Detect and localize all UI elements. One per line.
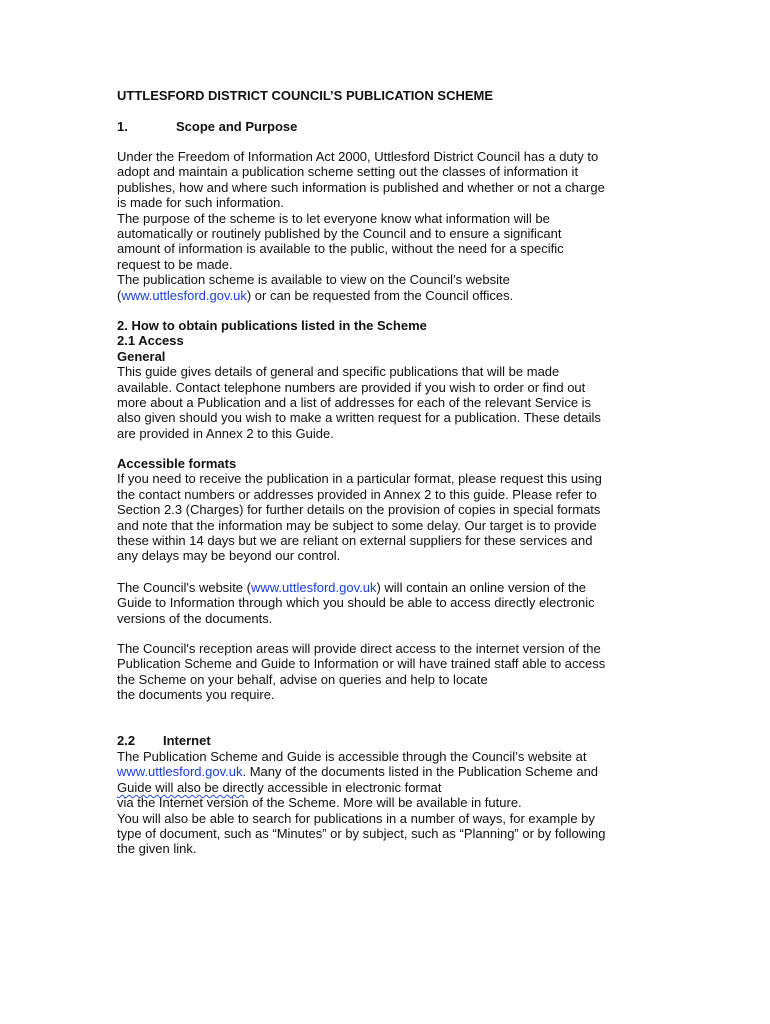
- paragraph-line: adopt and maintain a publication scheme setting out the classes of information it: [117, 164, 579, 180]
- paragraph-line: [117, 580, 595, 595]
- paragraph-line: This guide gives details of general and specific publications that will be made: [117, 364, 560, 380]
- paragraph-line: versions of the documents.: [117, 610, 273, 626]
- paragraph-line: more about a Publication and a list of addresses for each of the relevant Service is: [117, 394, 592, 410]
- paragraph-line: automatically or routinely published by the Council and to ensure a significant: [117, 225, 562, 241]
- paragraph-text: The Council's website (: [117, 580, 251, 595]
- paragraph-line: these within 14 days but we are reliant on external suppliers for these services and: [117, 532, 593, 548]
- paragraph-line: the documents you require.: [117, 687, 275, 703]
- spellcheck-underlined-text: Guide will also be dire: [117, 779, 245, 795]
- accessible-formats-heading: Accessible formats: [117, 456, 237, 471]
- paragraph-text: ctly accessible in electronic format: [244, 779, 442, 795]
- paragraph-line: Under the Freedom of Information Act 2000, Uttlesford District Council has a duty to: [117, 149, 599, 164]
- paragraph-line: Guide to Information through which you should be able to access directly electronic: [117, 595, 595, 611]
- section-1-heading: Scope and Purpose: [176, 119, 298, 134]
- section-2-heading: 2. How to obtain publications listed in the Scheme: [117, 318, 427, 333]
- section-2-2-heading: Internet: [163, 733, 211, 748]
- accessible-formats-section: [117, 456, 602, 564]
- paragraph-line: [117, 780, 605, 795]
- paragraph-line: available. Contact telephone numbers are provided if you wish to order or find out: [117, 379, 586, 395]
- paragraph-line: any delays may be beyond our control.: [117, 548, 341, 564]
- paragraph-line: Publication Scheme and Guide to Information or will have trained staff able to access: [117, 656, 606, 672]
- website-paragraph: [117, 580, 595, 626]
- paragraph-line: If you need to receive the publication in a particular format, please request this using: [117, 471, 602, 487]
- section-2: [117, 318, 601, 441]
- section-1-number: 1.: [117, 119, 128, 134]
- paragraph-text: . Many of the documents listed in the Publication Scheme and: [242, 764, 599, 780]
- paragraph-line: The purpose of the scheme is to let everyone know what information will be: [117, 210, 550, 226]
- paragraph-line: amount of information is available to the public, without the need for a specific: [117, 241, 564, 257]
- paragraph-line: [117, 288, 605, 303]
- section-2-2-body: [117, 749, 605, 857]
- paragraph-line: also given should you wish to make a written request for a publication. These details: [117, 410, 601, 426]
- paragraph-line: [117, 764, 605, 779]
- paragraph-line: Section 2.3 (Charges) for further details on the provision of copies in special formats: [117, 502, 601, 518]
- website-link[interactable]: www.uttlesford.gov.uk: [117, 764, 243, 780]
- general-heading: General: [117, 348, 166, 364]
- paragraph-line: The Council's reception areas will provide direct access to the internet version of the: [117, 641, 601, 656]
- paragraph-line: The Publication Scheme and Guide is accessible through the Council’s website at: [117, 749, 587, 764]
- section-2-2-number: 2.2: [117, 733, 136, 748]
- paragraph-text: ) or can be requested from the Council offices.: [246, 287, 514, 303]
- paren-open: (: [117, 287, 122, 303]
- paragraph-line: is made for such information.: [117, 195, 284, 211]
- paragraph-line: type of document, such as “Minutes” or by subject, such as “Planning” or by following: [117, 825, 606, 841]
- paragraph-text: ) will contain an online version of the: [376, 580, 587, 595]
- website-link[interactable]: www.uttlesford.gov.uk: [121, 287, 247, 303]
- subsection-2-1-heading: 2.1 Access: [117, 333, 184, 349]
- paragraph-line: the Scheme on your behalf, advise on queries and help to locate: [117, 671, 488, 687]
- paragraph-line: The publication scheme is available to view on the Council’s website: [117, 272, 510, 288]
- website-link[interactable]: www.uttlesford.gov.uk: [250, 580, 377, 595]
- paragraph-line: publishes, how and where such information is published and whether or not a charge: [117, 179, 605, 195]
- paragraph-line: via the Internet version of the Scheme. More will be available in future.: [117, 795, 522, 811]
- section-1-body: [117, 149, 605, 303]
- paragraph-line: the contact numbers or addresses provided in Annex 2 to this guide. Please refer to: [117, 486, 597, 502]
- paragraph-line: and note that the information may be subject to some delay. Our target is to provide: [117, 517, 597, 533]
- paragraph-line: You will also be able to search for publications in a number of ways, for example by: [117, 810, 595, 826]
- paragraph-line: are provided in Annex 2 to this Guide.: [117, 425, 334, 441]
- paragraph-line: the given link.: [117, 841, 197, 857]
- paragraph-line: request to be made.: [117, 256, 233, 272]
- page-title: UTTLESFORD DISTRICT COUNCIL’S PUBLICATION SCHEME: [117, 88, 494, 103]
- reception-paragraph: [117, 641, 605, 703]
